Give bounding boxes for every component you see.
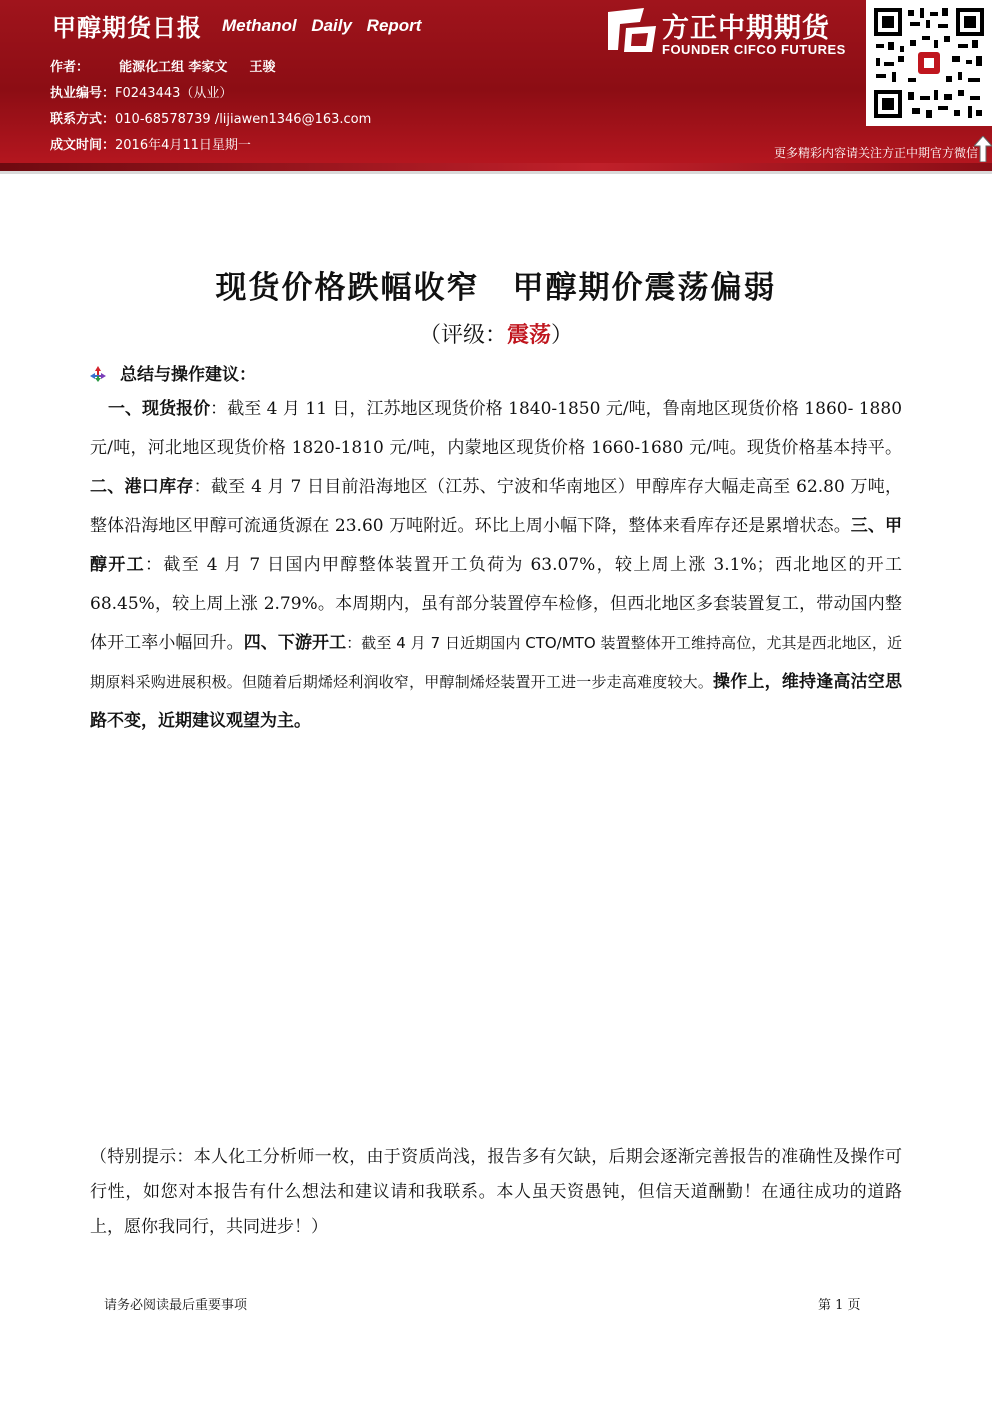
contact-value: 010-68578739 /lijiawen1346@163.com	[115, 112, 372, 127]
rating-prefix: （评级：	[418, 323, 507, 348]
brand-name-en: FOUNDER CIFCO FUTURES	[662, 42, 846, 57]
author-row	[50, 56, 275, 75]
header-divider	[0, 171, 992, 174]
founder-logo-icon	[604, 4, 660, 56]
page-title: 现货价格跌幅收窄 甲醇期价震荡偏弱	[215, 270, 777, 306]
conclusion-text: 操作上，维持逢高沽空思路不变，近期建议观望为主。	[90, 672, 902, 731]
downstream-label: 四、下游开工	[243, 633, 347, 653]
bullet-arrow-icon	[90, 366, 106, 387]
contact-row	[50, 108, 371, 127]
date-value: 2016年4月11日星期一	[115, 138, 251, 153]
rating	[0, 318, 992, 349]
header-banner	[0, 0, 992, 163]
port-inventory-text: ：截至 4 月 7 日目前沿海地区（江苏、宁波和华南地区）甲醇库存大幅走高至 62.80 万吨，整体沿海地区甲醇可流通货源在 23.60 万吨附近。环比上周小幅下降，整体来看库存还是累增状态。	[90, 477, 902, 536]
author-name: 王骏	[249, 60, 276, 75]
license-label: 执业编号：	[50, 86, 116, 101]
report-title-en: Methanol Daily Report	[222, 16, 422, 35]
qr-code-icon[interactable]	[866, 0, 992, 126]
section-title: 总结与操作建议：	[120, 365, 256, 385]
follow-wechat-text: 更多精彩内容请关注方正中期官方微信	[773, 146, 978, 160]
license-row	[50, 82, 232, 101]
port-inventory-label: 二、港口库存	[90, 477, 194, 497]
downstream-text: ：截至 4 月 7 日近期国内 CTO/MTO 装置整体开工维持高位，尤其是西北地区，近期原料采购进展积极。但随着后期烯烃利润收窄，甲醇制烯烃装置开工进一步走高难度较大。	[90, 634, 903, 691]
author-group: 能源化工组	[119, 60, 185, 75]
rating-suffix: ）	[551, 323, 574, 348]
page-number: 第 1 页	[818, 1298, 861, 1313]
rating-value: 震荡	[506, 322, 551, 348]
report-title-cn: 甲醇期货日报	[52, 14, 202, 42]
license-value: F0243443（从业）	[115, 86, 233, 101]
header-stripe	[0, 163, 992, 171]
contact-label: 联系方式：	[50, 112, 116, 127]
section-heading	[90, 360, 256, 387]
date-row	[50, 134, 251, 153]
special-note: （特别提示：本人化工分析师一枚，由于资质尚浅，报告多有欠缺，后期会逐渐完善报告的准确性及操作可行性，如您对本报告有什么想法和建议请和我联系。本人虽天资愚钝，但信天道酬勤！在通往成功的道路上，愿你我同行，共同进步！）	[90, 1147, 902, 1237]
author-label: 作者：	[50, 60, 90, 75]
operating-rate-text: ：截至 4 月 7 日国内甲醇整体装置开工负荷为 63.07%，较上周上涨 3.1%；西北地区的开工 68.45%，较上周上涨 2.79%。本周期内，虽有部分装置停车检修，但西北地区多套装置复工，带动国内整体开工率小幅回升。	[90, 555, 902, 653]
brand-name-cn: 方正中期期货	[662, 13, 830, 44]
up-arrow-icon	[974, 136, 992, 166]
footer-disclaimer: 请务必阅读最后重要事项	[104, 1298, 248, 1313]
date-label: 成文时间：	[50, 138, 116, 153]
summary-paragraph	[90, 390, 902, 741]
spot-text: ：截至 4 月 11 日，江苏地区现货价格 1840-1850 元/吨，鲁南地区现货价格 1860- 1880 元/吨，河北地区现货价格 1820-1810 元/吨，内蒙地区现货价格 1660-1680 元/吨。现货价格基本持平。	[90, 399, 903, 458]
author-name: 李家文	[188, 60, 228, 75]
operating-rate-label: 三、甲醇开工	[90, 516, 902, 575]
spot-label: 一、现货报价	[108, 399, 211, 419]
